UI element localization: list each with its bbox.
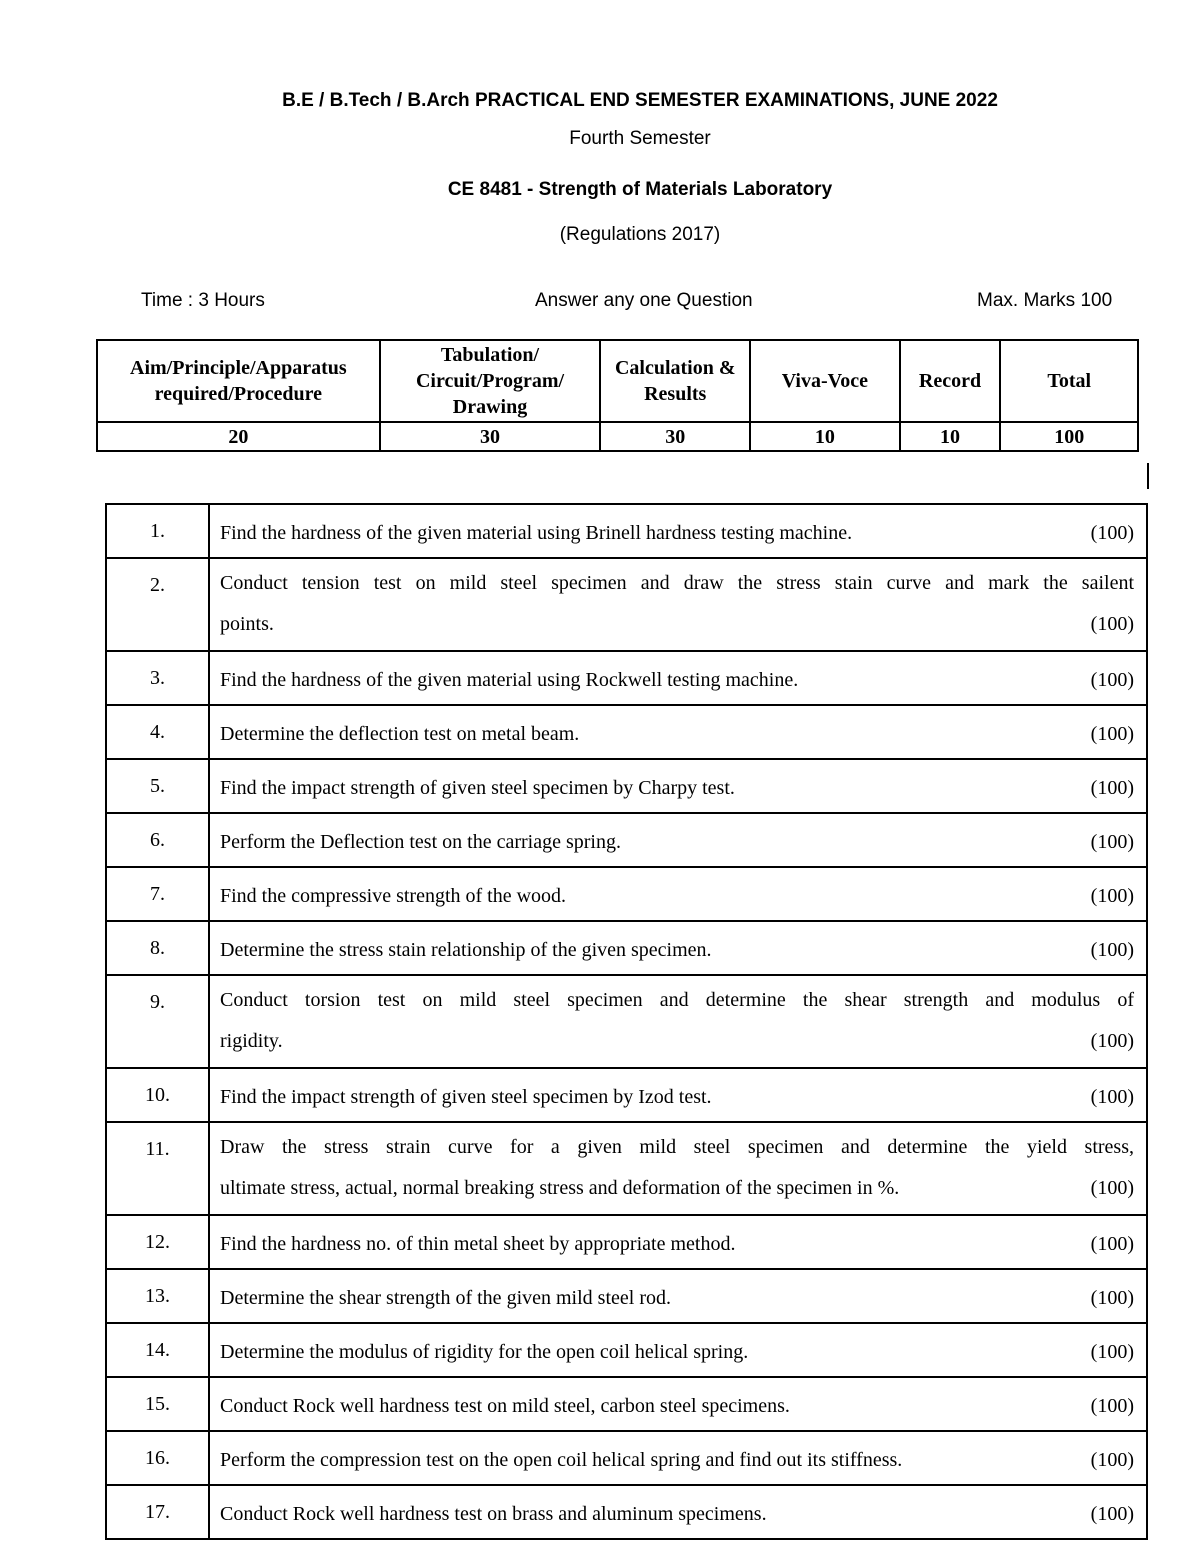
question-marks: (100): [1090, 1394, 1134, 1417]
question-row: [106, 867, 1147, 921]
question-cell: [209, 1122, 1147, 1215]
marks-header-cell: Total: [1000, 340, 1138, 422]
question-marks: (100): [1090, 776, 1134, 799]
question-text-line: Conduct tension test on mild steel specimen and draw the stress stain curve and mark the sailent: [220, 572, 1134, 594]
question-marks: (100): [1090, 1085, 1134, 1108]
question-text-line: Determine the deflection test on metal beam.: [220, 722, 580, 745]
question-marks: (100): [1090, 521, 1134, 544]
question-text-line: Determine the shear strength of the given mild steel rod.: [220, 1286, 671, 1309]
question-row: [106, 1215, 1147, 1269]
question-text-line: ultimate stress, actual, normal breaking stress and deformation of the specimen in %.: [220, 1177, 900, 1199]
marks-value-row: [97, 422, 1138, 451]
question-marks: (100): [1090, 1232, 1134, 1255]
question-number: 12.: [106, 1215, 209, 1269]
question-row: [106, 1122, 1147, 1215]
question-number: 14.: [106, 1323, 209, 1377]
question-marks: (100): [1090, 1030, 1134, 1052]
question-number: 17.: [106, 1485, 209, 1539]
question-number: 2.: [106, 558, 209, 651]
question-text-line: Conduct Rock well hardness test on brass and aluminum specimens.: [220, 1502, 767, 1525]
question-text-line: Find the hardness no. of thin metal sheet by appropriate method.: [220, 1232, 736, 1255]
question-text-line: Find the compressive strength of the wood.: [220, 884, 567, 907]
exam-duration: Time : 3 Hours: [141, 290, 265, 311]
max-marks: Max. Marks 100: [977, 290, 1113, 311]
question-row: [106, 558, 1147, 651]
question-cell: [209, 921, 1147, 975]
question-cell: [209, 558, 1147, 651]
question-cell: [209, 813, 1147, 867]
question-row: [106, 504, 1147, 558]
marks-header-cell: Aim/Principle/Apparatus required/Procedure: [97, 340, 380, 422]
marks-value-cell: 100: [1000, 422, 1138, 451]
question-row: [106, 759, 1147, 813]
question-cell: [209, 1323, 1147, 1377]
question-number: 8.: [106, 921, 209, 975]
question-cell: [209, 1269, 1147, 1323]
question-marks: (100): [1090, 1340, 1134, 1363]
question-row: [106, 1485, 1147, 1539]
question-number: 13.: [106, 1269, 209, 1323]
marks-header-cell: Record: [900, 340, 1001, 422]
marks-header-cell: Calculation & Results: [600, 340, 750, 422]
question-number: 10.: [106, 1068, 209, 1122]
marks-value-cell: 20: [97, 422, 380, 451]
question-text-line: Find the impact strength of given steel specimen by Izod test.: [220, 1085, 712, 1108]
margin-mark: [1147, 463, 1149, 489]
question-number: 16.: [106, 1431, 209, 1485]
question-cell: [209, 1377, 1147, 1431]
question-number: 9.: [106, 975, 209, 1068]
question-text-line: Determine the modulus of rigidity for the open coil helical spring.: [220, 1340, 749, 1363]
question-number: 4.: [106, 705, 209, 759]
marks-distribution-table: [96, 339, 1139, 452]
question-marks: (100): [1090, 613, 1134, 635]
question-cell: [209, 759, 1147, 813]
question-row: [106, 921, 1147, 975]
question-cell: [209, 1215, 1147, 1269]
question-text-line: Conduct torsion test on mild steel specimen and determine the shear strength and modulus of: [220, 989, 1134, 1011]
question-number: 15.: [106, 1377, 209, 1431]
question-text-line: Conduct Rock well hardness test on mild steel, carbon steel specimens.: [220, 1394, 790, 1417]
marks-header-row: [97, 340, 1138, 422]
exam-instruction: Answer any one Question: [535, 290, 753, 311]
question-row: [106, 705, 1147, 759]
question-number: 7.: [106, 867, 209, 921]
question-marks: (100): [1090, 938, 1134, 961]
question-row: [106, 1377, 1147, 1431]
marks-header-cell: Tabulation/ Circuit/Program/ Drawing: [380, 340, 601, 422]
question-row: [106, 651, 1147, 705]
question-text-line: points.: [220, 613, 274, 635]
question-text-line: Find the hardness of the given material using Rockwell testing machine.: [220, 668, 799, 691]
question-cell: [209, 651, 1147, 705]
course-title: CE 8481 - Strength of Materials Laboratory: [447, 179, 833, 200]
marks-value-cell: 10: [900, 422, 1001, 451]
question-row: [106, 1068, 1147, 1122]
question-marks: (100): [1090, 830, 1134, 853]
question-cell: [209, 1485, 1147, 1539]
semester: Fourth Semester: [569, 128, 711, 149]
question-row: [106, 1323, 1147, 1377]
question-text-line: Find the impact strength of given steel specimen by Charpy test.: [220, 776, 735, 799]
question-row: [106, 1431, 1147, 1485]
question-marks: (100): [1090, 722, 1134, 745]
question-row: [106, 1269, 1147, 1323]
question-marks: (100): [1090, 1286, 1134, 1309]
question-text-line: Perform the Deflection test on the carriage spring.: [220, 830, 621, 853]
question-marks: (100): [1090, 884, 1134, 907]
questions-table: [105, 503, 1148, 1540]
question-text-line: rigidity.: [220, 1030, 283, 1052]
question-cell: [209, 1431, 1147, 1485]
question-number: 6.: [106, 813, 209, 867]
question-cell: [209, 867, 1147, 921]
question-row: [106, 813, 1147, 867]
question-row: [106, 975, 1147, 1068]
question-text-line: Perform the compression test on the open coil helical spring and find out its stiffness.: [220, 1448, 903, 1471]
marks-header-cell: Viva-Voce: [750, 340, 900, 422]
question-text-line: Draw the stress strain curve for a given mild steel specimen and determine the yield stress,: [220, 1136, 1134, 1158]
question-marks: (100): [1090, 1502, 1134, 1525]
question-cell: [209, 504, 1147, 558]
question-cell: [209, 1068, 1147, 1122]
question-number: 1.: [106, 504, 209, 558]
question-cell: [209, 975, 1147, 1068]
question-number: 3.: [106, 651, 209, 705]
marks-value-cell: 10: [750, 422, 900, 451]
marks-value-cell: 30: [600, 422, 750, 451]
question-number: 11.: [106, 1122, 209, 1215]
question-marks: (100): [1090, 1177, 1134, 1199]
marks-value-cell: 30: [380, 422, 601, 451]
question-text-line: Find the hardness of the given material using Brinell hardness testing machine.: [220, 521, 853, 544]
regulations: (Regulations 2017): [559, 224, 721, 245]
exam-title: B.E / B.Tech / B.Arch PRACTICAL END SEMESTER EXAMINATIONS, JUNE 2022: [282, 90, 998, 111]
question-marks: (100): [1090, 668, 1134, 691]
question-number: 5.: [106, 759, 209, 813]
question-marks: (100): [1090, 1448, 1134, 1471]
question-cell: [209, 705, 1147, 759]
question-text-line: Determine the stress stain relationship of the given specimen.: [220, 938, 712, 961]
